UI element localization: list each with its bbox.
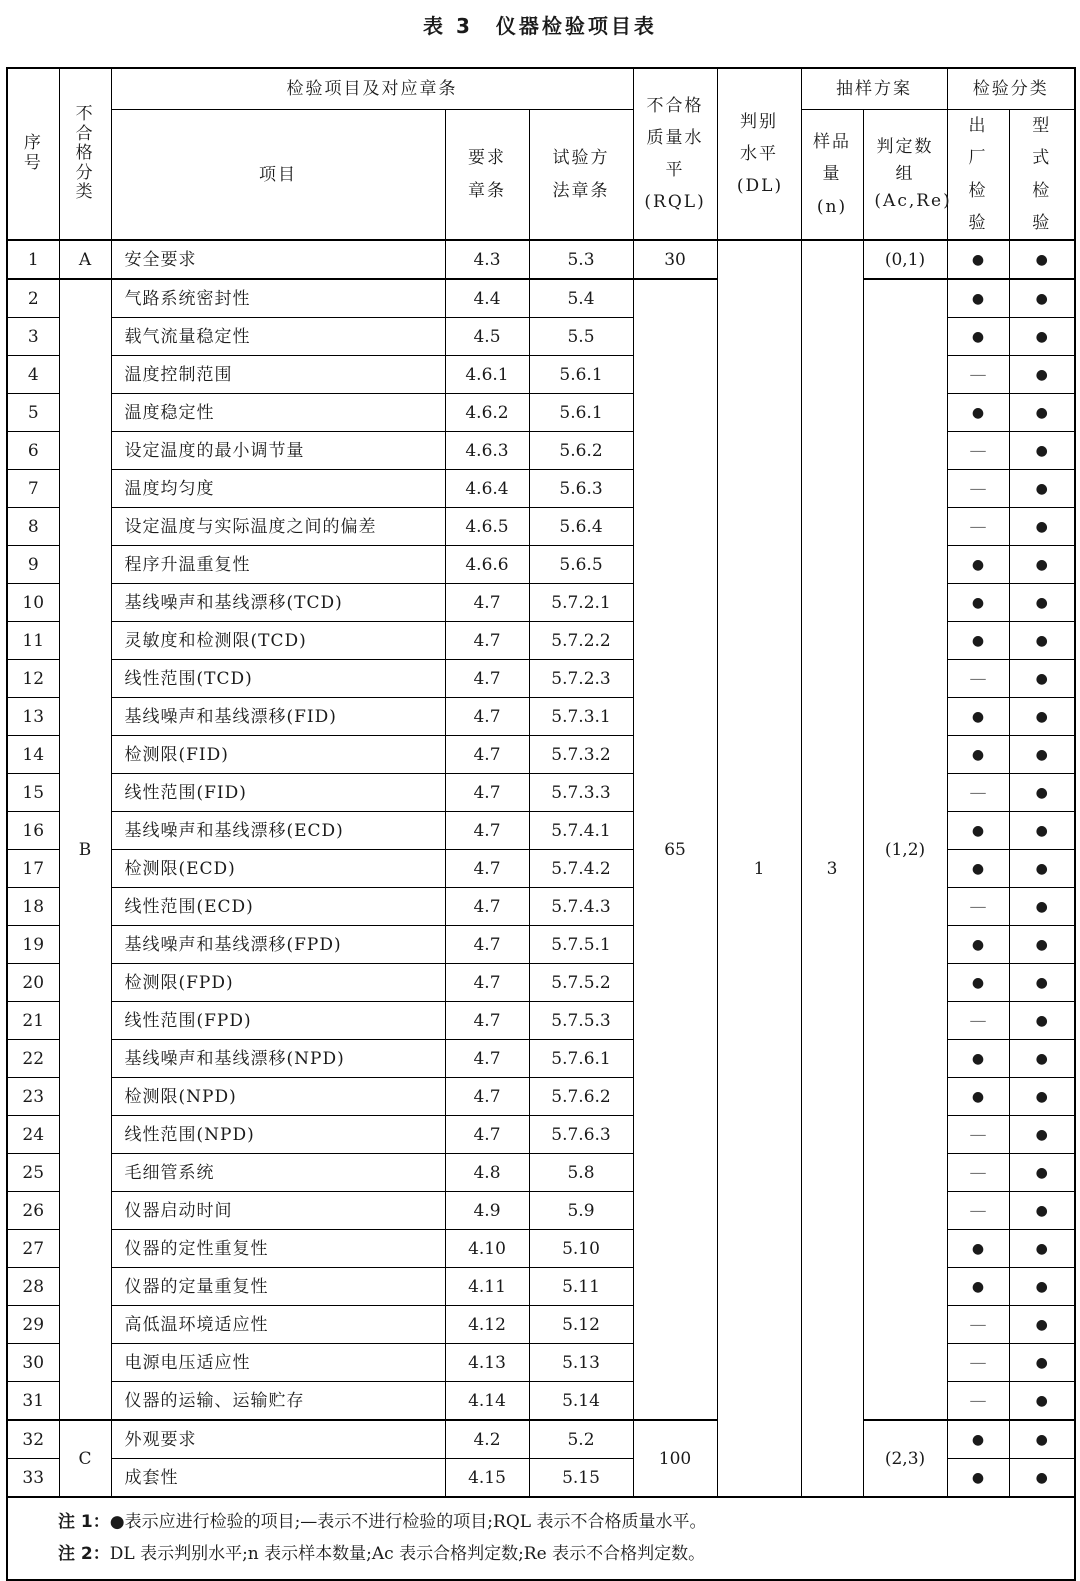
type-check-dot: ●: [1009, 1002, 1075, 1040]
type-check-dot: ●: [1009, 1078, 1075, 1116]
type-check-dot: ●: [1009, 1306, 1075, 1344]
dl-cell: 1: [717, 240, 801, 1497]
test-clause: 5.7.3.2: [529, 736, 633, 774]
row-number: 22: [7, 1040, 59, 1078]
test-clause: 5.7.2.1: [529, 584, 633, 622]
header-items-group: 检验项目及对应章条: [111, 68, 633, 110]
item-name: 检测限(FID): [111, 736, 445, 774]
type-check-dot: ●: [1009, 318, 1075, 356]
row-number: 13: [7, 698, 59, 736]
test-clause: 5.7.3.3: [529, 774, 633, 812]
item-name: 载气流量稳定性: [111, 318, 445, 356]
item-name: 检测限(NPD): [111, 1078, 445, 1116]
header-rql: 不合格质量水平(RQL): [633, 68, 717, 240]
test-clause: 5.6.4: [529, 508, 633, 546]
row-number: 2: [7, 279, 59, 318]
test-clause: 5.10: [529, 1230, 633, 1268]
note-2: 注 2：DL 表示判别水平;n 表示样本数量;Ac 表示合格判定数;Re 表示不合格判定数。: [58, 1544, 706, 1565]
req-clause: 4.7: [445, 1116, 529, 1154]
test-clause: 5.7.2.2: [529, 622, 633, 660]
factory-check-dash: —: [947, 508, 1009, 546]
factory-check-dash: —: [947, 1306, 1009, 1344]
header-type: 型式检验: [1009, 110, 1075, 241]
row-number: 19: [7, 926, 59, 964]
req-clause: 4.4: [445, 279, 529, 318]
type-check-dot: ●: [1009, 240, 1075, 279]
item-name: 基线噪声和基线漂移(TCD): [111, 584, 445, 622]
row-number: 31: [7, 1382, 59, 1421]
type-check-dot: ●: [1009, 432, 1075, 470]
factory-check-dot: ●: [947, 964, 1009, 1002]
test-clause: 5.14: [529, 1382, 633, 1421]
test-clause: 5.8: [529, 1154, 633, 1192]
test-clause: 5.9: [529, 1192, 633, 1230]
type-check-dot: ●: [1009, 1459, 1075, 1498]
item-name: 电源电压适应性: [111, 1344, 445, 1382]
table-row: [7, 1420, 1075, 1459]
req-clause: 4.7: [445, 660, 529, 698]
header-sampling: 抽样方案: [801, 68, 947, 110]
row-number: 24: [7, 1116, 59, 1154]
row-number: 4: [7, 356, 59, 394]
item-name: 温度均匀度: [111, 470, 445, 508]
type-check-dot: ●: [1009, 660, 1075, 698]
factory-check-dot: ●: [947, 279, 1009, 318]
item-name: 线性范围(TCD): [111, 660, 445, 698]
item-name: 基线噪声和基线漂移(FPD): [111, 926, 445, 964]
factory-check-dot: ●: [947, 584, 1009, 622]
item-name: 检测限(FPD): [111, 964, 445, 1002]
test-clause: 5.6.1: [529, 394, 633, 432]
item-name: 外观要求: [111, 1420, 445, 1459]
req-clause: 4.7: [445, 698, 529, 736]
item-name: 设定温度与实际温度之间的偏差: [111, 508, 445, 546]
item-name: 毛细管系统: [111, 1154, 445, 1192]
req-clause: 4.6.1: [445, 356, 529, 394]
row-number: 23: [7, 1078, 59, 1116]
factory-check-dot: ●: [947, 1268, 1009, 1306]
type-check-dot: ●: [1009, 546, 1075, 584]
item-name: 基线噪声和基线漂移(NPD): [111, 1040, 445, 1078]
factory-check-dot: ●: [947, 1420, 1009, 1459]
test-clause: 5.7.5.2: [529, 964, 633, 1002]
row-number: 32: [7, 1420, 59, 1459]
type-check-dot: ●: [1009, 1154, 1075, 1192]
req-clause: 4.7: [445, 888, 529, 926]
factory-check-dash: —: [947, 774, 1009, 812]
factory-check-dot: ●: [947, 812, 1009, 850]
row-number: 26: [7, 1192, 59, 1230]
row-number: 12: [7, 660, 59, 698]
factory-check-dash: —: [947, 1002, 1009, 1040]
type-check-dot: ●: [1009, 888, 1075, 926]
factory-check-dot: ●: [947, 546, 1009, 584]
header-category: 不合格分类: [59, 68, 111, 240]
req-clause: 4.6.2: [445, 394, 529, 432]
rql-cell: 30: [633, 240, 717, 279]
item-name: 仪器的运输、运输贮存: [111, 1382, 445, 1421]
factory-check-dot: ●: [947, 850, 1009, 888]
item-name: 灵敏度和检测限(TCD): [111, 622, 445, 660]
header-req-clause: 要求章条: [445, 110, 529, 241]
decision-cell: (1,2): [863, 279, 947, 1420]
header-dl: 判别水平(DL): [717, 68, 801, 240]
header-item: 项目: [111, 110, 445, 241]
type-check-dot: ●: [1009, 279, 1075, 318]
factory-check-dot: ●: [947, 1040, 1009, 1078]
row-number: 14: [7, 736, 59, 774]
factory-check-dot: ●: [947, 1230, 1009, 1268]
row-number: 30: [7, 1344, 59, 1382]
factory-check-dot: ●: [947, 622, 1009, 660]
test-clause: 5.6.2: [529, 432, 633, 470]
test-clause: 5.11: [529, 1268, 633, 1306]
factory-check-dash: —: [947, 1344, 1009, 1382]
header-test-clause: 试验方法章条: [529, 110, 633, 241]
type-check-dot: ●: [1009, 1192, 1075, 1230]
factory-check-dot: ●: [947, 318, 1009, 356]
test-clause: 5.12: [529, 1306, 633, 1344]
header-seq: 序号: [7, 68, 59, 240]
test-clause: 5.13: [529, 1344, 633, 1382]
header-factory: 出厂检验: [947, 110, 1009, 241]
req-clause: 4.7: [445, 1040, 529, 1078]
req-clause: 4.8: [445, 1154, 529, 1192]
item-name: 线性范围(ECD): [111, 888, 445, 926]
item-name: 温度稳定性: [111, 394, 445, 432]
req-clause: 4.5: [445, 318, 529, 356]
test-clause: 5.7.6.2: [529, 1078, 633, 1116]
req-clause: 4.9: [445, 1192, 529, 1230]
row-number: 7: [7, 470, 59, 508]
item-name: 仪器的定性重复性: [111, 1230, 445, 1268]
header-decision: 判定数组(Ac,Re): [863, 110, 947, 241]
factory-check-dash: —: [947, 1192, 1009, 1230]
type-check-dot: ●: [1009, 1230, 1075, 1268]
row-number: 18: [7, 888, 59, 926]
type-check-dot: ●: [1009, 1116, 1075, 1154]
req-clause: 4.6.5: [445, 508, 529, 546]
item-name: 温度控制范围: [111, 356, 445, 394]
type-check-dot: ●: [1009, 394, 1075, 432]
test-clause: 5.3: [529, 240, 633, 279]
test-clause: 5.6.3: [529, 470, 633, 508]
req-clause: 4.6.6: [445, 546, 529, 584]
req-clause: 4.7: [445, 1078, 529, 1116]
factory-check-dot: ●: [947, 736, 1009, 774]
req-clause: 4.14: [445, 1382, 529, 1421]
req-clause: 4.7: [445, 850, 529, 888]
test-clause: 5.7.6.3: [529, 1116, 633, 1154]
category-cell: C: [59, 1420, 111, 1497]
table-title: 表 3 仪器检验项目表: [423, 14, 657, 38]
factory-check-dot: ●: [947, 1078, 1009, 1116]
item-name: 程序升温重复性: [111, 546, 445, 584]
item-name: 基线噪声和基线漂移(FID): [111, 698, 445, 736]
type-check-dot: ●: [1009, 356, 1075, 394]
test-clause: 5.4: [529, 279, 633, 318]
test-clause: 5.7.4.2: [529, 850, 633, 888]
factory-check-dot: ●: [947, 1459, 1009, 1498]
req-clause: 4.15: [445, 1459, 529, 1498]
type-check-dot: ●: [1009, 508, 1075, 546]
inspection-table: [6, 67, 1076, 1581]
note-1: 注 1：●表示应进行检验的项目;—表示不进行检验的项目;RQL 表示不合格质量水平。: [58, 1512, 707, 1533]
item-name: 仪器的定量重复性: [111, 1268, 445, 1306]
row-number: 17: [7, 850, 59, 888]
factory-check-dot: ●: [947, 240, 1009, 279]
test-clause: 5.7.5.1: [529, 926, 633, 964]
row-number: 10: [7, 584, 59, 622]
factory-check-dash: —: [947, 660, 1009, 698]
type-check-dot: ●: [1009, 1040, 1075, 1078]
header-sample-size: 样品量(n): [801, 110, 863, 241]
notes-cell: [7, 1497, 1075, 1580]
type-check-dot: ●: [1009, 812, 1075, 850]
item-name: 安全要求: [111, 240, 445, 279]
factory-check-dash: —: [947, 432, 1009, 470]
req-clause: 4.13: [445, 1344, 529, 1382]
rql-cell: 65: [633, 279, 717, 1420]
category-cell: B: [59, 279, 111, 1420]
item-name: 高低温环境适应性: [111, 1306, 445, 1344]
type-check-dot: ●: [1009, 698, 1075, 736]
req-clause: 4.2: [445, 1420, 529, 1459]
decision-cell: (0,1): [863, 240, 947, 279]
item-name: 成套性: [111, 1459, 445, 1498]
test-clause: 5.7.5.3: [529, 1002, 633, 1040]
type-check-dot: ●: [1009, 584, 1075, 622]
item-name: 线性范围(FPD): [111, 1002, 445, 1040]
type-check-dot: ●: [1009, 964, 1075, 1002]
table-body: [7, 240, 1075, 1497]
test-clause: 5.2: [529, 1420, 633, 1459]
row-number: 25: [7, 1154, 59, 1192]
type-check-dot: ●: [1009, 736, 1075, 774]
test-clause: 5.7.2.3: [529, 660, 633, 698]
test-clause: 5.15: [529, 1459, 633, 1498]
type-check-dot: ●: [1009, 1382, 1075, 1421]
req-clause: 4.6.4: [445, 470, 529, 508]
req-clause: 4.7: [445, 584, 529, 622]
rql-cell: 100: [633, 1420, 717, 1497]
factory-check-dash: —: [947, 356, 1009, 394]
decision-cell: (2,3): [863, 1420, 947, 1497]
test-clause: 5.6.1: [529, 356, 633, 394]
req-clause: 4.7: [445, 622, 529, 660]
factory-check-dot: ●: [947, 698, 1009, 736]
row-number: 33: [7, 1459, 59, 1498]
row-number: 20: [7, 964, 59, 1002]
item-name: 气路系统密封性: [111, 279, 445, 318]
req-clause: 4.3: [445, 240, 529, 279]
type-check-dot: ●: [1009, 622, 1075, 660]
header-inspection: 检验分类: [947, 68, 1075, 110]
req-clause: 4.7: [445, 926, 529, 964]
type-check-dot: ●: [1009, 1344, 1075, 1382]
req-clause: 4.12: [445, 1306, 529, 1344]
row-number: 9: [7, 546, 59, 584]
table-row: [7, 279, 1075, 318]
row-number: 15: [7, 774, 59, 812]
req-clause: 4.6.3: [445, 432, 529, 470]
factory-check-dash: —: [947, 1382, 1009, 1421]
factory-check-dash: —: [947, 1116, 1009, 1154]
factory-check-dot: ●: [947, 926, 1009, 964]
row-number: 11: [7, 622, 59, 660]
type-check-dot: ●: [1009, 774, 1075, 812]
row-number: 1: [7, 240, 59, 279]
req-clause: 4.11: [445, 1268, 529, 1306]
row-number: 27: [7, 1230, 59, 1268]
test-clause: 5.7.4.3: [529, 888, 633, 926]
req-clause: 4.7: [445, 1002, 529, 1040]
test-clause: 5.5: [529, 318, 633, 356]
item-name: 线性范围(FID): [111, 774, 445, 812]
row-number: 5: [7, 394, 59, 432]
item-name: 检测限(ECD): [111, 850, 445, 888]
item-name: 线性范围(NPD): [111, 1116, 445, 1154]
test-clause: 5.7.4.1: [529, 812, 633, 850]
req-clause: 4.7: [445, 964, 529, 1002]
req-clause: 4.10: [445, 1230, 529, 1268]
test-clause: 5.6.5: [529, 546, 633, 584]
factory-check-dot: ●: [947, 394, 1009, 432]
type-check-dot: ●: [1009, 850, 1075, 888]
req-clause: 4.7: [445, 774, 529, 812]
row-number: 28: [7, 1268, 59, 1306]
row-number: 29: [7, 1306, 59, 1344]
type-check-dot: ●: [1009, 470, 1075, 508]
sample-size-cell: 3: [801, 240, 863, 1497]
row-number: 16: [7, 812, 59, 850]
row-number: 6: [7, 432, 59, 470]
type-check-dot: ●: [1009, 1420, 1075, 1459]
test-clause: 5.7.3.1: [529, 698, 633, 736]
row-number: 8: [7, 508, 59, 546]
factory-check-dash: —: [947, 1154, 1009, 1192]
req-clause: 4.7: [445, 812, 529, 850]
item-name: 仪器启动时间: [111, 1192, 445, 1230]
item-name: 基线噪声和基线漂移(ECD): [111, 812, 445, 850]
table-row: [7, 240, 1075, 279]
item-name: 设定温度的最小调节量: [111, 432, 445, 470]
type-check-dot: ●: [1009, 1268, 1075, 1306]
category-cell: A: [59, 240, 111, 279]
row-number: 21: [7, 1002, 59, 1040]
factory-check-dash: —: [947, 470, 1009, 508]
factory-check-dash: —: [947, 888, 1009, 926]
type-check-dot: ●: [1009, 926, 1075, 964]
test-clause: 5.7.6.1: [529, 1040, 633, 1078]
req-clause: 4.7: [445, 736, 529, 774]
row-number: 3: [7, 318, 59, 356]
